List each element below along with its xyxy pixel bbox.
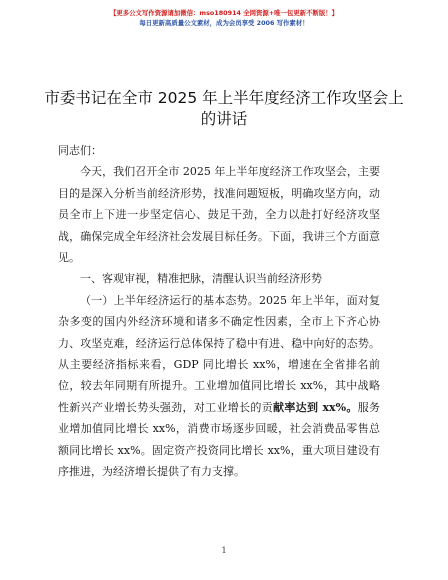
section-heading-1: 一、客观审视，精准把脉，清醒认识当前经济形势 [80, 272, 322, 286]
intro-paragraph: 今天，我们召开全市 2025 年上半年度经济工作攻坚会，主要目的是深入分析当前经济形势，找准问题短板，明确攻坚方向，动员全市上下进一步坚定信心、鼓足干劲，全力以赴打好经济攻坚战，确保完成全年经济社会发展目标任务。下面，我讲三个方面意见。 [58, 165, 380, 265]
document-title: 市委书记在全市 2025 年上半年度经济工作攻坚会上的讲话 [44, 89, 404, 128]
subsection-bold-text: 献率达到 xx%。 [273, 400, 358, 414]
subsection-heading: （一）上半年经济运行的基本态势。 [80, 293, 259, 307]
page-number: 1 [221, 546, 227, 555]
greeting: 同志们： [58, 144, 102, 157]
promo-line-blue: 每日更新高质量公文素材，成为会员享受 2006 写作素材！ [139, 19, 309, 27]
subsection-tail-text: 服务业增加值同比增长 xx%，消费市场逐步回暖，社会消费品零售总额同比增长 xx%。固定资产投资同比增长 xx%，重大项目建设有序推进，为经济增长提供了有力支撑。 [58, 400, 381, 479]
promo-line-red: 【更多公文写作资源请加微信：mso180914 全网资源+唯一包更新不断版！】 [109, 9, 339, 17]
subsection-paragraph-1 [58, 290, 380, 483]
document-body [58, 140, 380, 483]
promo-header [0, 8, 448, 28]
subsection-text: 2025 年上半年，面对复杂多变的国内外经济环境和诸多不确定性因素，全市上下齐心协力、攻坚克难，经济运行总体保持了稳中有进、稳中向好的态势。从主要经济指标来看，GDP 同比增长 xx%，增速在全省排名前位，较去年同期有所提升。工业增加值同比增长 xx%，其中战略性新兴产业增长势头强劲，对工业增长的贡 [58, 293, 380, 414]
